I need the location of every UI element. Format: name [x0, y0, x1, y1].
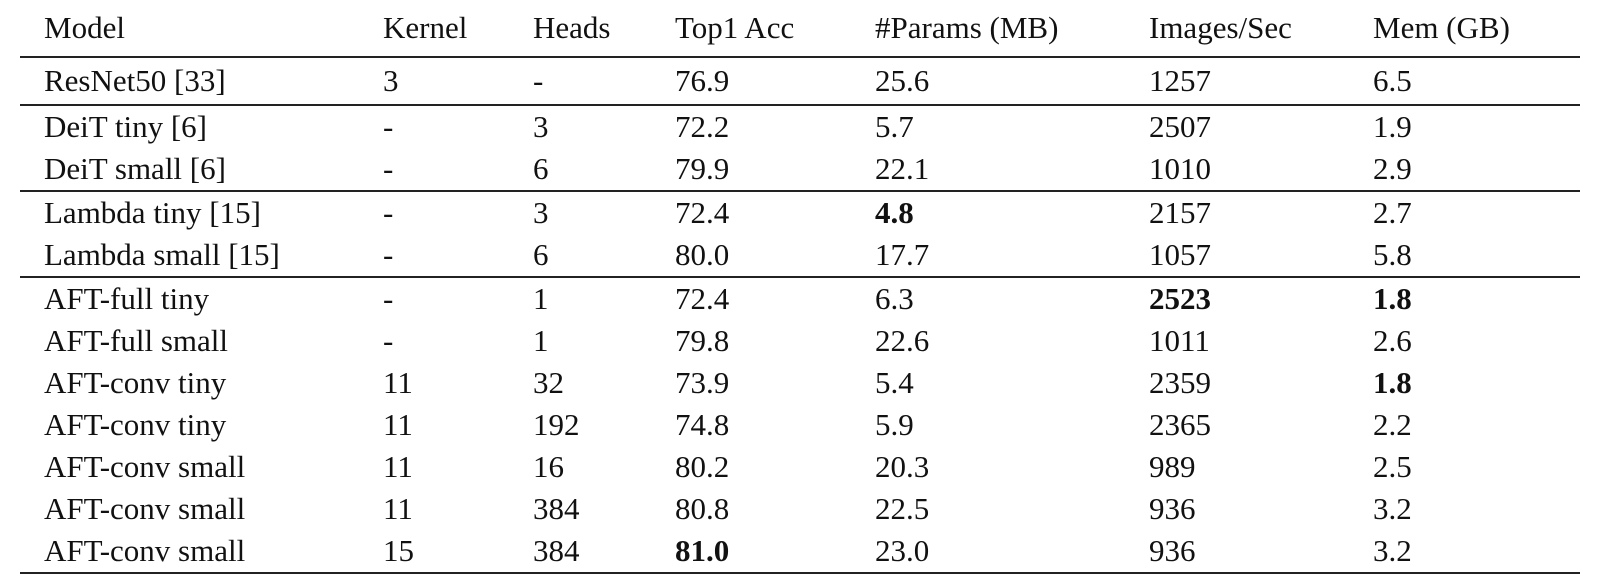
cell-params: 25.6	[851, 57, 1125, 105]
cell-images-per-sec: 2523	[1125, 277, 1349, 320]
cell-params: 5.7	[851, 105, 1125, 148]
header-heads: Heads	[509, 0, 651, 57]
cell-model: AFT-conv small	[20, 530, 359, 573]
table-row	[20, 488, 1580, 530]
results-table-container	[20, 0, 1580, 574]
cell-heads: 1	[509, 277, 651, 320]
header-images-per-sec: Images/Sec	[1125, 0, 1349, 57]
cell-heads: 384	[533, 491, 580, 526]
table-header	[20, 0, 1580, 57]
cell-images-per-sec: 989	[1149, 449, 1196, 484]
cell-model: AFT-conv tiny	[44, 365, 227, 400]
cell-params: 5.4	[875, 365, 914, 400]
table-row	[20, 446, 1580, 488]
cell-top1-acc: 79.8	[675, 323, 730, 358]
cell-model: Lambda small [15]	[44, 237, 280, 272]
cell-model: AFT-full tiny	[20, 277, 359, 320]
cell-params: 5.9	[875, 407, 914, 442]
cell-kernel: -	[359, 277, 509, 320]
cell-images-per-sec: 1010	[1149, 151, 1211, 186]
cell-mem: 3.2	[1349, 530, 1580, 573]
cell-params: 22.5	[875, 491, 930, 526]
cell-images-per-sec: 1057	[1149, 237, 1211, 272]
table-row	[20, 404, 1580, 446]
header-mem: Mem (GB)	[1349, 0, 1580, 57]
cell-top1-acc: 72.4	[651, 191, 851, 234]
table-body	[20, 57, 1580, 573]
cell-model: AFT-full small	[44, 323, 229, 358]
cell-model: Lambda tiny [15]	[20, 191, 359, 234]
cell-mem: 5.8	[1373, 237, 1412, 272]
cell-kernel: 11	[383, 449, 413, 484]
cell-top1-acc: 76.9	[651, 57, 851, 105]
cell-heads: 384	[509, 530, 651, 573]
cell-params: 23.0	[851, 530, 1125, 573]
cell-params: 20.3	[875, 449, 930, 484]
cell-kernel: -	[359, 105, 509, 148]
table-row	[20, 530, 1580, 573]
cell-kernel: 15	[359, 530, 509, 573]
cell-model: AFT-conv small	[44, 449, 246, 484]
cell-images-per-sec: 1011	[1149, 323, 1210, 358]
table-row	[20, 234, 1580, 277]
cell-top1-acc: 79.9	[675, 151, 730, 186]
cell-images-per-sec: 2359	[1149, 365, 1211, 400]
cell-top1-acc: 80.2	[675, 449, 730, 484]
cell-mem: 2.6	[1373, 323, 1412, 358]
header-model: Model	[20, 0, 359, 57]
cell-images-per-sec: 2157	[1125, 191, 1349, 234]
cell-mem: 2.7	[1349, 191, 1580, 234]
cell-kernel: -	[383, 151, 394, 186]
cell-kernel: 11	[383, 365, 413, 400]
table-row	[20, 277, 1580, 320]
header-kernel: Kernel	[359, 0, 509, 57]
cell-top1-acc: 72.4	[651, 277, 851, 320]
cell-heads: 1	[533, 323, 549, 358]
table-row	[20, 320, 1580, 362]
cell-top1-acc: 81.0	[651, 530, 851, 573]
cell-heads: 32	[533, 365, 564, 400]
cell-top1-acc: 72.2	[651, 105, 851, 148]
cell-images-per-sec: 936	[1149, 491, 1196, 526]
cell-top1-acc: 80.0	[675, 237, 730, 272]
cell-kernel: -	[359, 191, 509, 234]
cell-mem: 1.8	[1373, 365, 1412, 400]
cell-top1-acc: 73.9	[675, 365, 730, 400]
cell-params: 17.7	[875, 237, 930, 272]
cell-top1-acc: 80.8	[675, 491, 730, 526]
cell-heads: 6	[533, 151, 549, 186]
cell-params: 6.3	[851, 277, 1125, 320]
cell-params: 22.1	[875, 151, 930, 186]
cell-params: 4.8	[851, 191, 1125, 234]
cell-model: DeiT tiny [6]	[20, 105, 359, 148]
cell-mem: 2.2	[1373, 407, 1412, 442]
cell-model: AFT-conv small	[44, 491, 246, 526]
cell-images-per-sec: 936	[1125, 530, 1349, 573]
cell-heads: 16	[533, 449, 564, 484]
cell-heads: -	[509, 57, 651, 105]
cell-model: ResNet50 [33]	[20, 57, 359, 105]
cell-params: 22.6	[875, 323, 930, 358]
table-row	[20, 148, 1580, 191]
cell-heads: 6	[533, 237, 549, 272]
cell-kernel: 11	[383, 407, 413, 442]
cell-kernel: 11	[383, 491, 413, 526]
cell-mem: 3.2	[1373, 491, 1412, 526]
cell-heads: 3	[509, 191, 651, 234]
cell-mem: 1.8	[1349, 277, 1580, 320]
cell-kernel: 3	[359, 57, 509, 105]
cell-images-per-sec: 1257	[1125, 57, 1349, 105]
cell-images-per-sec: 2365	[1149, 407, 1211, 442]
cell-heads: 3	[509, 105, 651, 148]
table-row	[20, 57, 1580, 105]
table-row	[20, 191, 1580, 234]
results-table	[20, 0, 1580, 574]
cell-images-per-sec: 2507	[1125, 105, 1349, 148]
header-top1-acc: Top1 Acc	[651, 0, 851, 57]
cell-top1-acc: 74.8	[675, 407, 730, 442]
cell-heads: 192	[533, 407, 580, 442]
cell-mem: 1.9	[1349, 105, 1580, 148]
cell-model: AFT-conv tiny	[44, 407, 227, 442]
cell-model: DeiT small [6]	[44, 151, 226, 186]
cell-kernel: -	[383, 323, 394, 358]
cell-mem: 2.5	[1373, 449, 1412, 484]
cell-mem: 6.5	[1349, 57, 1580, 105]
header-params: #Params (MB)	[851, 0, 1125, 57]
cell-mem: 2.9	[1373, 151, 1412, 186]
table-row	[20, 362, 1580, 404]
cell-kernel: -	[383, 237, 394, 272]
header-row	[20, 0, 1580, 57]
table-row	[20, 105, 1580, 148]
